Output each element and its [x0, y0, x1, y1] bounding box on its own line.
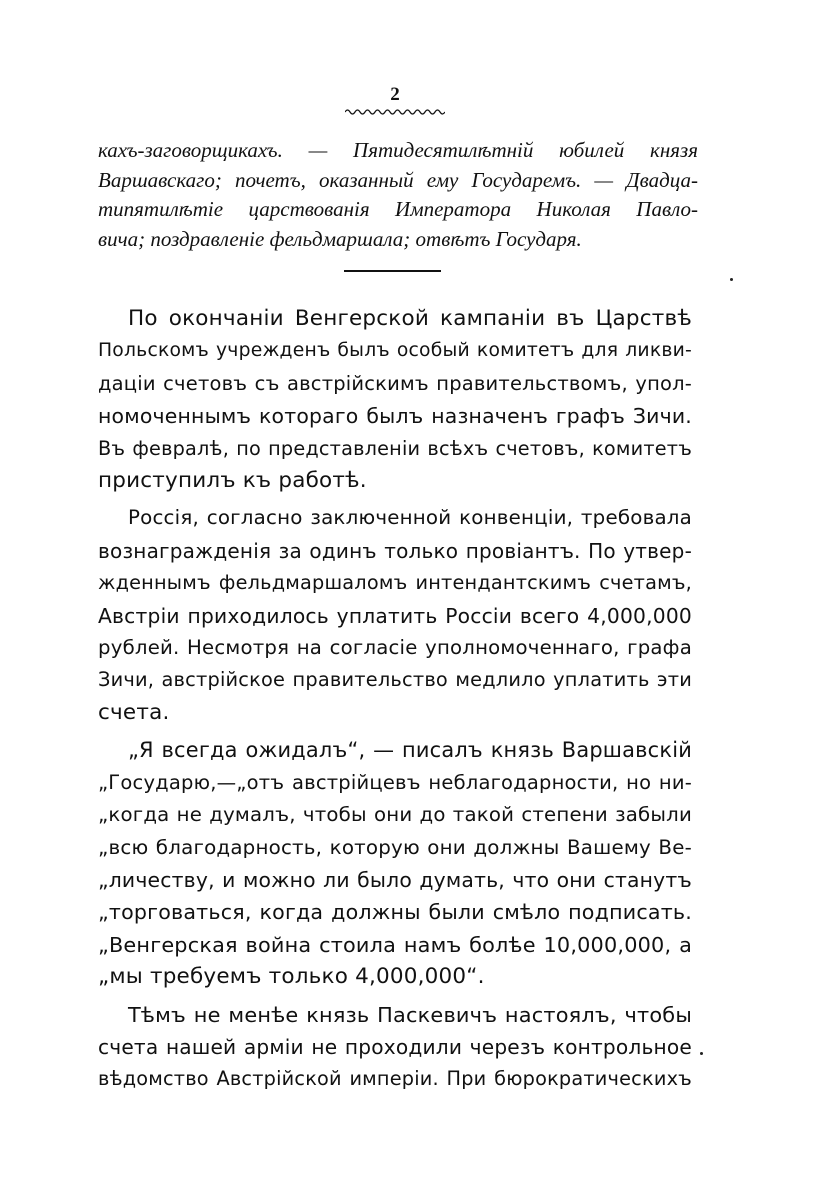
paragraph — [98, 734, 692, 993]
text-line: жденнымъ фельдмаршаломъ интендантскимъ счетамъ, — [98, 571, 692, 595]
text-line: „Венгерская война стоила намъ болѣе 10,000,000, а — [98, 932, 692, 957]
section-divider — [344, 270, 441, 272]
page-number: 2 — [390, 84, 400, 105]
text-line: „Я всегда ожидалъ“, — писалъ князь Варшавскій — [128, 738, 692, 763]
text-line: даціи счетовъ съ австрійскимъ правительствомъ, упол- — [98, 371, 692, 395]
text-line: вознагражденія за одинъ только провіантъ. По утвер- — [98, 538, 692, 563]
print-speck — [730, 278, 733, 281]
text-line: Въ февралѣ, по представленіи всѣхъ счетовъ, комитетъ — [98, 436, 692, 460]
summary-line: вича; поздравленіе фельдмаршала; отвѣтъ Государя. — [98, 226, 582, 251]
paragraph — [98, 502, 692, 729]
text-line: „торговаться, когда должны были смѣло подписать. — [98, 900, 692, 925]
text-line: номоченнымъ котораго былъ назначенъ графъ Зичи. — [98, 404, 692, 429]
text-line: „когда не думалъ, чтобы они до такой степени забыли — [98, 803, 692, 827]
text-line: счета. — [98, 699, 170, 725]
text-line: вѣдомство Австрійской имперіи. При бюрократическихъ — [98, 1067, 692, 1091]
text-line: счета нашей арміи не проходили черезъ контрольное — [98, 1034, 692, 1059]
text-line: приступилъ къ работѣ. — [98, 468, 367, 494]
text-line: Польскомъ учрежденъ былъ особый комитетъ для ликви- — [98, 340, 692, 362]
print-speck — [700, 1052, 703, 1055]
text-line: Тѣмъ не менѣе князь Паскевичъ настоялъ, чтобы — [128, 1002, 692, 1027]
summary-line: типятилѣтіе царствованія Императора Николая Павло- — [98, 197, 698, 221]
text-line: По окончаніи Венгерской кампаніи въ Царствѣ — [128, 306, 692, 331]
wavy-ornament — [345, 108, 445, 116]
main-text — [98, 303, 692, 1101]
paragraph — [98, 999, 692, 1096]
chapter-summary — [98, 136, 698, 254]
text-line: Зичи, австрійское правительство медлило уплатить эти — [98, 668, 692, 692]
paragraph — [98, 303, 692, 497]
summary-line: кахъ-заговорщикахъ. — Пятидесятилѣтній юбилей князя — [98, 138, 698, 162]
text-line: Россія, согласно заключенной конвенціи, требовала — [128, 506, 692, 530]
summary-line: Варшавскаго; почетъ, оказанный ему Государемъ. — Двадца- — [98, 167, 698, 192]
text-line: Австріи приходилось уплатить Россіи всего 4,000,000 — [98, 603, 692, 628]
text-line: „мы требуемъ только 4,000,000“. — [98, 964, 485, 990]
text-line: „всю благодарность, которую они должны Вашему Ве- — [98, 835, 692, 859]
text-line: „личеству, и можно ли было думать, что они станутъ — [98, 867, 692, 892]
text-line: рублей. Несмотря на согласіе уполномоченнаго, графа — [98, 636, 692, 660]
text-line: „Государю,—„отъ австрійцевъ неблагодарности, но ни- — [98, 770, 692, 794]
